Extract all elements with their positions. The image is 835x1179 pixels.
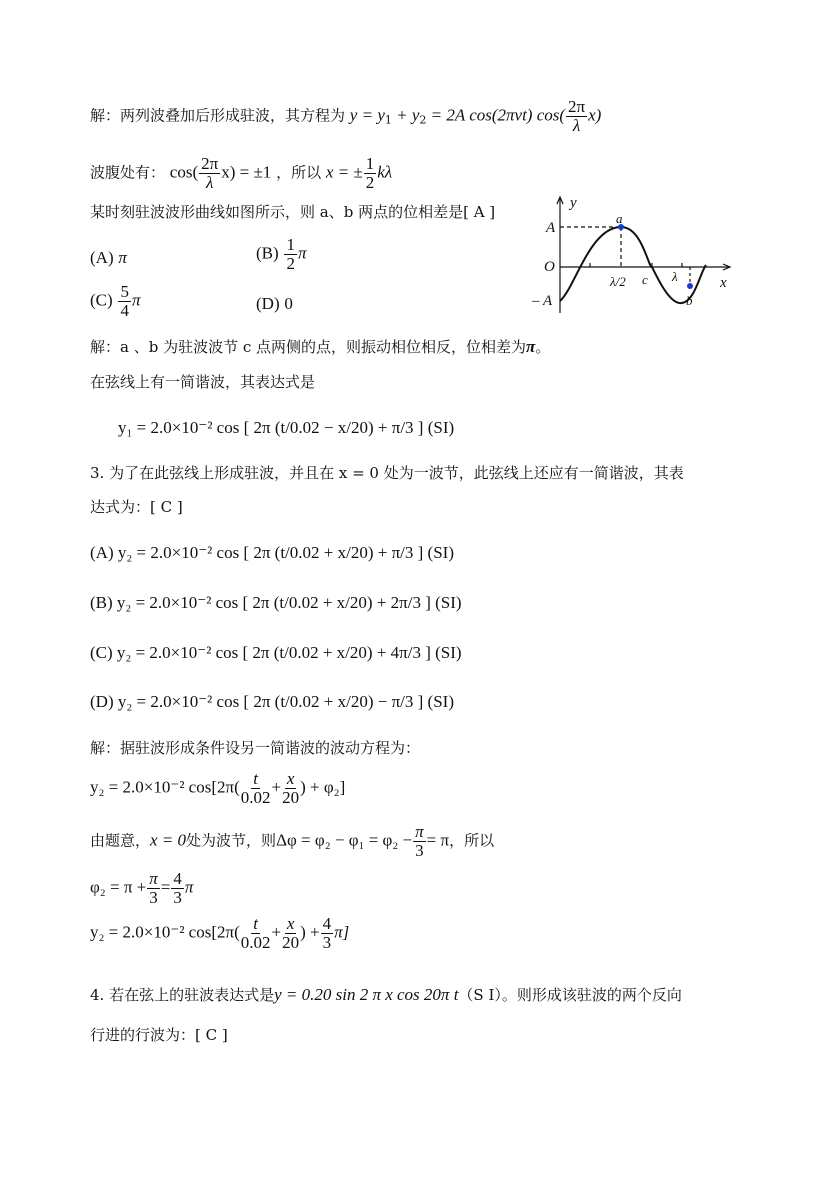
y-axis-label: y xyxy=(570,195,577,211)
label-half-lambda: λ/2 xyxy=(610,274,626,289)
phi2-result: φ₂ = π + $\frac{\pi}{3}$ = $\frac{4}{3}$ π xyxy=(90,869,194,907)
question-3-line1: 3. 为了在此弦线上形成驻波，并且在 x = 0 处为一波节，此弦线上还应有一简谐波，其表 xyxy=(90,464,684,482)
question-4-line2: 行进的行波为：[ C ] xyxy=(90,1026,228,1044)
question-phase-difference: 某时刻驻波波形曲线如图所示，则 a、b 两点的位相差是[ A ] xyxy=(90,203,496,221)
option-c: (C) y₂ = 2.0×10⁻² cos [ 2π (t/0.02 + x/20) + 4π/3 ] (SI) xyxy=(90,643,462,662)
point-b xyxy=(687,283,693,289)
solution-standing-wave-equation: 解：两列波叠加后形成驻波，其方程为 $y = y_1 + y_2 = 2A$ cos(2πνt) cos( $\frac{2\pi}{\lambda}$ x) xyxy=(90,97,602,135)
x-axis-label: x xyxy=(720,275,727,291)
fraction: $\frac{2\pi}{\lambda}$ xyxy=(568,97,586,135)
label-b: b xyxy=(686,293,693,308)
antinode-condition: 波腹处有： cos( $\frac{2\pi}{\lambda}$ x) = ±1 ，所以 x = ± $\frac{1}{2}$ kλ xyxy=(90,154,393,192)
fraction: $\frac{1}{2}$ xyxy=(365,154,375,192)
fraction: $\frac{2\pi}{\lambda}$ xyxy=(201,154,219,192)
standing-wave-graph xyxy=(530,193,740,318)
neg-amplitude-label: – A xyxy=(532,293,553,309)
label-lambda: λ xyxy=(672,269,678,284)
option-d: (D) y₂ = 2.0×10⁻² cos [ 2π (t/0.02 + x/20) − π/3 ] (SI) xyxy=(90,692,454,711)
equation-y2-final: y₂ = 2.0×10⁻² cos[2π( $\frac{t}{0.02}$ + $\frac{x}{20}$ ) + $\frac{4}{3}$ π] xyxy=(90,914,350,952)
amplitude-label: A xyxy=(546,220,556,236)
question-3-line2: 达式为：[ C ] xyxy=(90,498,183,516)
label-a: a xyxy=(616,211,623,226)
option-a: (A) y₂ = 2.0×10⁻² cos [ 2π (t/0.02 + x/20) + π/3 ] (SI) xyxy=(90,543,454,562)
wave-curve xyxy=(560,227,706,303)
choice-d: (D) 0 xyxy=(256,294,293,313)
solution-phase: 解：a 、b 为驻波波节 c 点两侧的点，则振动相位相反，位相差为π。 xyxy=(90,337,551,356)
solution-3-intro: 解：据驻波形成条件设另一简谐波的波动方程为： xyxy=(90,739,421,757)
intro-wave: 在弦线上有一简谐波，其表达式是 xyxy=(90,373,316,391)
option-b: (B) y₂ = 2.0×10⁻² cos [ 2π (t/0.02 + x/20) + 2π/3 ] (SI) xyxy=(90,593,462,612)
wave-expression-y1: y₁ = 2.0×10⁻² cos [ 2π (t/0.02 − x/20) + π/3 ] (SI) xyxy=(118,418,455,437)
question-4-line1: 4. 若在弦上的驻波表达式是y = 0.20 sin 2 π x cos 20π t（S I）。则形成该驻波的两个反向 xyxy=(90,985,682,1004)
origin-label: O xyxy=(544,259,555,275)
choice-a: (A) π xyxy=(90,248,127,267)
label-c: c xyxy=(642,272,648,287)
choice-c: (C) $\frac{5}{4}$ π xyxy=(90,282,141,320)
equation-y2-general: y₂ = 2.0×10⁻² cos[2π( $\frac{t}{0.02}$ + $\frac{x}{20}$ ) + φ₂] xyxy=(90,769,346,807)
node-condition: 由题意，x = 0处为波节，则Δφ = φ₂ − φ₁ = φ₂ − $\frac{\pi}{3}$ = π，所以 xyxy=(90,822,495,860)
choice-b: (B) $\frac{1}{2}$ π xyxy=(256,235,307,273)
